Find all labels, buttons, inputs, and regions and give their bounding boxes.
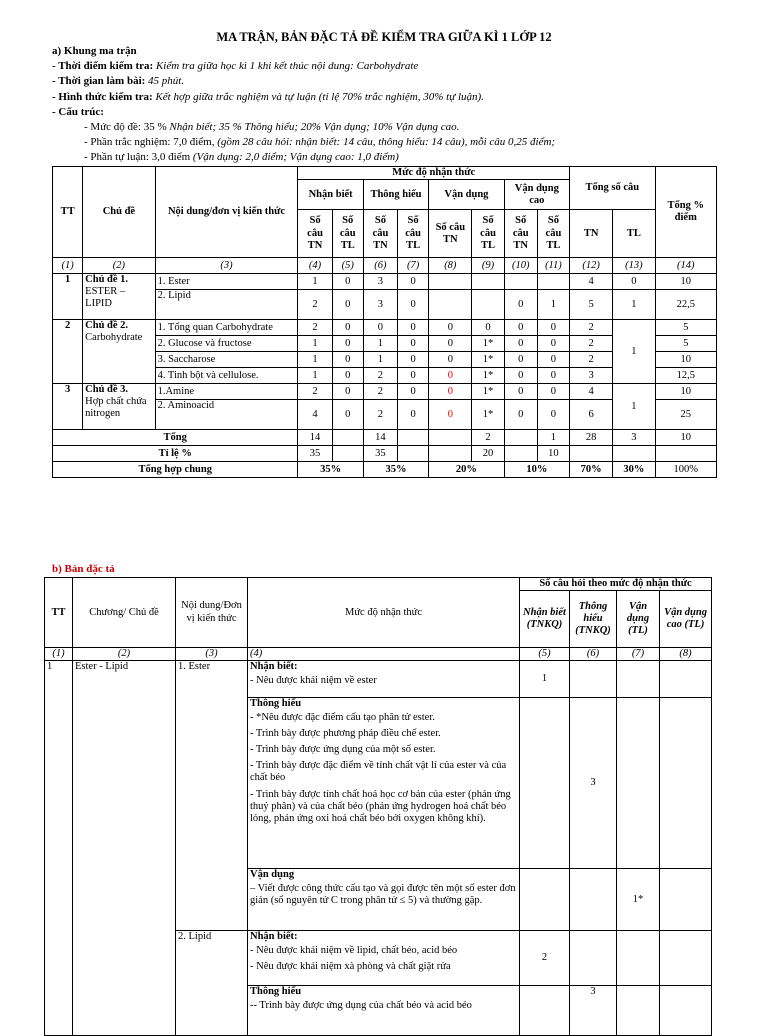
essay-line: - Phần tự luận: 3,0 điểm (Vận dụng: 2,0 điểm; Vận dụng cao: 1,0 điểm) <box>84 151 399 163</box>
mc-line: - Phần trắc nghiệm: 7,0 điểm, (gồm 28 câu hỏi: nhận biết: 14 câu, thông hiểu: 14 câu), mỗi câu 0,25 điểm; <box>84 136 556 148</box>
col-vd: Vận dụng (TL) <box>617 591 660 648</box>
col-vdc: Vận dụng cao (TL) <box>660 591 712 648</box>
table-row: 2 Chủ đề 2. Carbohydrate 1. Tổng quan Carbohydrate 2 0 0 0 0 0 0 0 2 1 5 <box>53 320 717 336</box>
col-nb: Nhận biết (TNKQ) <box>520 591 570 648</box>
col-vd: Vận dụng <box>429 180 504 210</box>
matrix-table <box>52 166 717 478</box>
spec-chapter: Ester - Lipid <box>73 661 176 1036</box>
spec-tt: 1 <box>45 661 73 1036</box>
col-tt: TT <box>53 167 83 258</box>
topic-number: 1 <box>53 274 83 320</box>
table-row: 2. Lipid 2 0 3 0 0 1 5 1 22,5 <box>53 290 717 320</box>
general-row: Tổng hợp chung 35% 35% 20% 10% 70% 30% 100% <box>53 462 717 478</box>
section-b-heading: b) Bản đặc tả <box>52 563 115 575</box>
topic-name: Chủ đề 3. Hợp chất chứa nitrogen <box>83 384 155 430</box>
sub-tn: Số câu TN <box>363 210 397 258</box>
table-row: 2. Lipid Nhận biết: - Nêu được khái niệm về lipid, chất béo, acid béo - Nêu được khái niệm xà phòng và chất giặt rửa 2 <box>45 931 712 986</box>
col-th: Thông hiểu <box>363 180 428 210</box>
table-row: 1 Chủ đề 1. ESTER – LIPID 1. Ester 1 0 3 0 4 0 10 <box>53 274 717 290</box>
col-content: Nội dung/Đơn vị kiến thức <box>176 578 248 648</box>
table-row: 2. Glucose và fructose 1 0 1 0 0 1* 0 0 2 5 <box>53 336 717 352</box>
sub-total-tn: TN <box>570 210 613 258</box>
col-total-pct: Tổng % điểm <box>655 167 716 258</box>
col-th: Thông hiểu (TNKQ) <box>570 591 617 648</box>
sub-tl: Số câu TL <box>537 210 569 258</box>
spec-unit: 2. Lipid <box>176 931 248 1036</box>
col-nb: Nhận biết <box>298 180 363 210</box>
table-row: 2. Aminoacid 4 0 2 0 0 1* 0 0 6 25 <box>53 400 717 430</box>
topic-number: 2 <box>53 320 83 384</box>
document-title: MA TRẬN, BẢN ĐẶC TẢ ĐỀ KIỂM TRA GIỮA KÌ 1 LỚP 12 <box>216 30 552 44</box>
topic-number: 3 <box>53 384 83 430</box>
table-row: Vận dụng – Viết được công thức cấu tạo và gọi được tên một số ester đơn giản (số nguyên tử C trong phân tử ≤ 5) và thường gặp. 1* <box>45 869 712 931</box>
level-line: - Mức độ đề: 35 % Nhận biết; 35 % Thông hiểu; 20% Vận dụng; 10% Vận dụng cao. <box>84 121 460 133</box>
topic-name: Chủ đề 1. ESTER – LIPID <box>83 274 155 320</box>
lipid-th-desc: Thông hiểu -- Trình bày được ứng dụng của chất béo và acid béo <box>248 986 520 1036</box>
section-a-heading: a) Khung ma trận <box>52 45 137 57</box>
table-row: Thông hiểu -- Trình bày được ứng dụng của chất béo và acid béo 3 <box>45 986 712 1036</box>
table-row: 1 Ester - Lipid 1. Ester Nhận biết: - Nêu được khái niệm về ester 1 <box>45 661 712 698</box>
sub-tn: Số câu TN <box>429 210 472 258</box>
sub-tl: Số câu TL <box>472 210 504 258</box>
col-total-q: Tổng số câu <box>570 167 656 210</box>
sub-tl: Số câu TL <box>398 210 429 258</box>
sub-tn: Số câu TN <box>298 210 332 258</box>
exam-time-line: - Thời điểm kiểm tra: Kiểm tra giữa học kì 1 khi kết thúc nội dung: Carbohydrate <box>52 60 419 72</box>
ester-th-desc: Thông hiểu - *Nêu được đặc điểm cấu tạo phân tử ester. - Trình bày được phương pháp điều chế ester. - Trình bày được ứng dụng của một số ester. - Trình bày được đặc điểm về tính chất vật lí của ester và của chất béo - Trình bày được tính chất hoá học cơ bản của ester (phản ứng thuỷ phân) và của chất béo (phản ứng hydrogen hoá chất béo lỏng, phản ứng oxi hoá chất béo bởi oxygen không khí). <box>248 698 520 869</box>
col-count: Số câu hỏi theo mức độ nhận thức <box>520 578 712 591</box>
ester-vd-desc: Vận dụng – Viết được công thức cấu tạo và gọi được tên một số ester đơn giản (số nguyên tử C trong phân tử ≤ 5) và thường gặp. <box>248 869 520 931</box>
exam-form-line: - Hình thức kiểm tra: Kết hợp giữa trắc nghiệm và tự luận (tỉ lệ 70% trắc nghiệm, 30% tự luận). <box>52 91 484 103</box>
col-content: Nội dung/đơn vị kiến thức <box>155 167 298 258</box>
table-row: 4. Tinh bột và cellulose. 1 0 2 0 0 1* 0 0 3 12,5 <box>53 368 717 384</box>
topic-name: Chủ đề 2. Carbohydrate <box>83 320 155 384</box>
index-row: (1) (2) (3) (4) (5) (6) (7) (8) <box>45 648 712 661</box>
table-row: 3. Saccharose 1 0 1 0 0 1* 0 0 2 10 <box>53 352 717 368</box>
sub-total-tl: TL <box>613 210 655 258</box>
col-topic: Chủ đề <box>83 167 155 258</box>
col-tt: TT <box>45 578 73 648</box>
sub-tn: Số câu TN <box>504 210 537 258</box>
col-vdc: Vận dụng cao <box>504 180 569 210</box>
table-row: 3 Chủ đề 3. Hợp chất chứa nitrogen 1.Amine 2 0 2 0 0 1* 0 0 4 1 10 <box>53 384 717 400</box>
spec-unit: 1. Ester <box>176 661 248 931</box>
exam-duration-line: - Thời gian làm bài: 45 phút. <box>52 75 185 87</box>
specification-table <box>44 577 712 1036</box>
col-level: Mức độ nhận thức <box>248 578 520 648</box>
structure-label: - Cấu trúc: <box>52 106 104 118</box>
total-row: Tổng 14 14 2 1 28 3 10 <box>53 430 717 446</box>
sub-tl: Số câu TL <box>332 210 363 258</box>
table-row: Thông hiểu - *Nêu được đặc điểm cấu tạo phân tử ester. - Trình bày được phương pháp điều chế ester. - Trình bày được ứng dụng của một số ester. - Trình bày được đặc điểm về tính chất vật lí của ester và của chất béo - Trình bày được tính chất hoá học cơ bản của ester (phản ứng thuỷ phân) và của chất béo (phản ứng hydrogen hoá chất béo lỏng, phản ứng oxi hoá chất béo bởi oxygen không khí). 3 <box>45 698 712 869</box>
ester-nb-desc: Nhận biết: - Nêu được khái niệm về ester <box>248 661 520 698</box>
ratio-row: Tỉ lệ % 35 35 20 10 <box>53 446 717 462</box>
lipid-nb-desc: Nhận biết: - Nêu được khái niệm về lipid, chất béo, acid béo - Nêu được khái niệm xà phòng và chất giặt rửa <box>248 931 520 986</box>
col-chapter: Chương/ Chủ đề <box>73 578 176 648</box>
col-levels: Mức độ nhận thức <box>298 167 570 180</box>
index-row: (1) (2) (3) (4) (5) (6) (7) (8) (9) (10) (11) (12) (13) (14) <box>53 258 717 274</box>
